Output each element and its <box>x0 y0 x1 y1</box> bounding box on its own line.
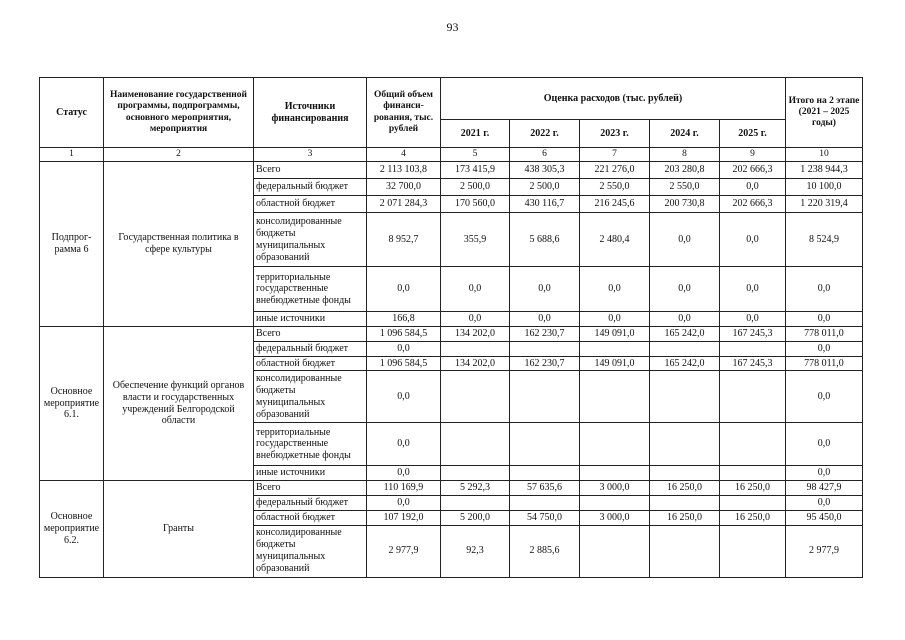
year-value: 170 560,0 <box>441 196 510 213</box>
year-value <box>441 341 510 356</box>
year-value: 167 245,3 <box>720 356 786 371</box>
year-value: 216 245,6 <box>580 196 650 213</box>
year-value <box>580 341 650 356</box>
header-year-2022: 2022 г. <box>510 120 580 148</box>
header-total: Общий объем финанси-рования, тыс. рублей <box>367 78 441 148</box>
total-value: 2 071 284,3 <box>367 196 441 213</box>
year-value: 2 500,0 <box>510 179 580 196</box>
section-status: Основное мероприятие 6.1. <box>40 327 104 481</box>
year-value: 16 250,0 <box>720 510 786 525</box>
header-name: Наименование государственной программы, подпрограммы, основного мероприятия, мероприятия <box>104 78 254 148</box>
source-label: Всего <box>254 162 367 179</box>
year-value: 203 280,8 <box>650 162 720 179</box>
source-label: областной бюджет <box>254 510 367 525</box>
header-year-2023: 2023 г. <box>580 120 650 148</box>
page-number: 93 <box>446 20 459 34</box>
total-value: 2 113 103,8 <box>367 162 441 179</box>
year-value <box>441 423 510 466</box>
year-value: 165 242,0 <box>650 327 720 342</box>
source-label: территориальные государственные внебюджетные фонды <box>254 423 367 466</box>
source-label: консолидированные бюджеты муниципальных образований <box>254 525 367 577</box>
year-value: 0,0 <box>580 267 650 312</box>
stage-value: 1 220 319,4 <box>786 196 863 213</box>
stage-value: 8 524,9 <box>786 213 863 267</box>
source-label: иные источники <box>254 312 367 327</box>
total-value: 107 192,0 <box>367 510 441 525</box>
total-value: 0,0 <box>367 423 441 466</box>
year-value: 200 730,8 <box>650 196 720 213</box>
year-value: 0,0 <box>650 267 720 312</box>
stage-value: 778 011,0 <box>786 327 863 342</box>
year-value <box>441 466 510 481</box>
year-value: 54 750,0 <box>510 510 580 525</box>
year-value: 149 091,0 <box>580 356 650 371</box>
source-label: Всего <box>254 327 367 342</box>
year-value: 165 242,0 <box>650 356 720 371</box>
stage-value: 0,0 <box>786 423 863 466</box>
year-value <box>720 495 786 510</box>
col-number: 8 <box>650 148 720 162</box>
year-value <box>650 423 720 466</box>
total-value: 0,0 <box>367 466 441 481</box>
year-value <box>510 371 580 423</box>
col-number: 9 <box>720 148 786 162</box>
total-value: 0,0 <box>367 495 441 510</box>
total-value: 110 169,9 <box>367 481 441 496</box>
year-value: 0,0 <box>720 267 786 312</box>
year-value <box>580 371 650 423</box>
year-value: 16 250,0 <box>720 481 786 496</box>
stage-value: 98 427,9 <box>786 481 863 496</box>
source-label: иные источники <box>254 466 367 481</box>
section-name: Государственная политика в сфере культуры <box>104 162 254 327</box>
year-value <box>720 525 786 577</box>
header-status: Статус <box>40 78 104 148</box>
source-label: областной бюджет <box>254 196 367 213</box>
source-label: федеральный бюджет <box>254 179 367 196</box>
year-value: 167 245,3 <box>720 327 786 342</box>
section-name: Гранты <box>104 481 254 577</box>
section-status: Подпрог-рамма 6 <box>40 162 104 327</box>
col-number: 3 <box>254 148 367 162</box>
stage-value: 1 238 944,3 <box>786 162 863 179</box>
year-value <box>510 423 580 466</box>
year-value: 438 305,3 <box>510 162 580 179</box>
year-value: 5 688,6 <box>510 213 580 267</box>
stage-value: 0,0 <box>786 267 863 312</box>
col-number: 2 <box>104 148 254 162</box>
year-value <box>720 371 786 423</box>
year-value: 3 000,0 <box>580 510 650 525</box>
year-value: 202 666,3 <box>720 162 786 179</box>
year-value: 0,0 <box>650 312 720 327</box>
col-number: 10 <box>786 148 863 162</box>
col-number: 5 <box>441 148 510 162</box>
year-value: 2 480,4 <box>580 213 650 267</box>
source-label: областной бюджет <box>254 356 367 371</box>
total-value: 0,0 <box>367 371 441 423</box>
year-value: 5 200,0 <box>441 510 510 525</box>
header-year-2025: 2025 г. <box>720 120 786 148</box>
year-value: 16 250,0 <box>650 481 720 496</box>
year-value: 221 276,0 <box>580 162 650 179</box>
stage-value: 0,0 <box>786 466 863 481</box>
stage-value: 0,0 <box>786 371 863 423</box>
year-value: 134 202,0 <box>441 327 510 342</box>
year-value: 57 635,6 <box>510 481 580 496</box>
year-value <box>441 495 510 510</box>
header-sources: Источники финансирования <box>254 78 367 148</box>
col-number: 4 <box>367 148 441 162</box>
year-value: 0,0 <box>720 312 786 327</box>
col-number: 6 <box>510 148 580 162</box>
year-value <box>650 341 720 356</box>
source-label: федеральный бюджет <box>254 341 367 356</box>
stage-value: 778 011,0 <box>786 356 863 371</box>
total-value: 166,8 <box>367 312 441 327</box>
year-value: 162 230,7 <box>510 327 580 342</box>
year-value: 3 000,0 <box>580 481 650 496</box>
stage-value: 95 450,0 <box>786 510 863 525</box>
header-year-2024: 2024 г. <box>650 120 720 148</box>
year-value: 430 116,7 <box>510 196 580 213</box>
year-value <box>510 466 580 481</box>
source-label: федеральный бюджет <box>254 495 367 510</box>
year-value: 202 666,3 <box>720 196 786 213</box>
year-value: 16 250,0 <box>650 510 720 525</box>
year-value: 0,0 <box>441 312 510 327</box>
stage-value: 0,0 <box>786 495 863 510</box>
year-value: 0,0 <box>650 213 720 267</box>
section-status: Основное мероприятие 6.2. <box>40 481 104 577</box>
year-value <box>580 495 650 510</box>
source-label: территориальные государственные внебюджетные фонды <box>254 267 367 312</box>
total-value: 8 952,7 <box>367 213 441 267</box>
year-value: 0,0 <box>720 179 786 196</box>
year-value <box>510 341 580 356</box>
year-value: 0,0 <box>510 312 580 327</box>
table-row <box>40 162 863 179</box>
year-value: 149 091,0 <box>580 327 650 342</box>
col-number: 1 <box>40 148 104 162</box>
total-value: 0,0 <box>367 267 441 312</box>
header-stage-total: Итого на 2 этапе (2021 – 2025 годы) <box>786 78 863 148</box>
total-value: 2 977,9 <box>367 525 441 577</box>
stage-value: 10 100,0 <box>786 179 863 196</box>
section-name: Обеспечение функций органов власти и государственных учреждений Белгородской области <box>104 327 254 481</box>
year-value: 0,0 <box>510 267 580 312</box>
table-row <box>40 481 863 496</box>
year-value: 173 415,9 <box>441 162 510 179</box>
year-value: 2 500,0 <box>441 179 510 196</box>
year-value: 0,0 <box>441 267 510 312</box>
year-value: 2 885,6 <box>510 525 580 577</box>
total-value: 1 096 584,5 <box>367 327 441 342</box>
year-value: 92,3 <box>441 525 510 577</box>
header-year-2021: 2021 г. <box>441 120 510 148</box>
source-label: Всего <box>254 481 367 496</box>
year-value <box>650 371 720 423</box>
year-value: 355,9 <box>441 213 510 267</box>
year-value <box>441 371 510 423</box>
year-value <box>580 525 650 577</box>
year-value <box>650 495 720 510</box>
year-value <box>580 423 650 466</box>
year-value: 134 202,0 <box>441 356 510 371</box>
year-value <box>650 525 720 577</box>
source-label: консолидированные бюджеты муниципальных образований <box>254 213 367 267</box>
year-value: 0,0 <box>580 312 650 327</box>
year-value <box>510 495 580 510</box>
col-number: 7 <box>580 148 650 162</box>
year-value <box>580 466 650 481</box>
stage-value: 0,0 <box>786 312 863 327</box>
total-value: 0,0 <box>367 341 441 356</box>
year-value <box>720 341 786 356</box>
year-value: 2 550,0 <box>650 179 720 196</box>
total-value: 1 096 584,5 <box>367 356 441 371</box>
year-value: 5 292,3 <box>441 481 510 496</box>
stage-value: 2 977,9 <box>786 525 863 577</box>
year-value <box>720 423 786 466</box>
year-value: 0,0 <box>720 213 786 267</box>
budget-table <box>39 77 863 578</box>
year-value <box>720 466 786 481</box>
year-value <box>650 466 720 481</box>
source-label: консолидированные бюджеты муниципальных образований <box>254 371 367 423</box>
stage-value: 0,0 <box>786 341 863 356</box>
total-value: 32 700,0 <box>367 179 441 196</box>
year-value: 162 230,7 <box>510 356 580 371</box>
header-estimate: Оценка расходов (тыс. рублей) <box>441 78 786 120</box>
year-value: 2 550,0 <box>580 179 650 196</box>
table-row <box>40 327 863 342</box>
